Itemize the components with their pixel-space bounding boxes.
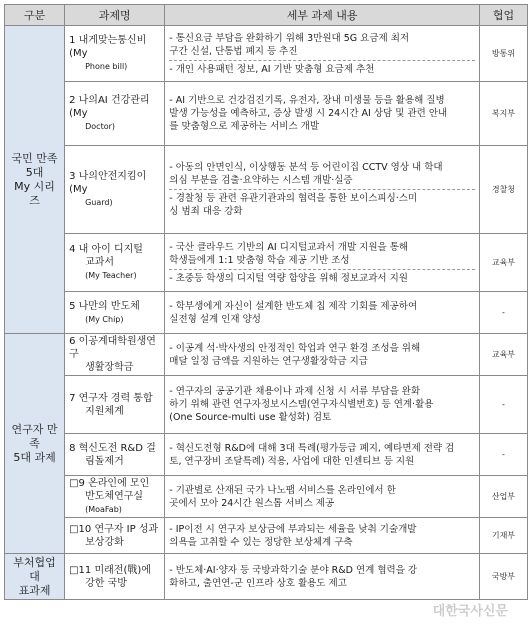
detail-divider [169,60,475,61]
task-name-line2: 림돌제거 [85,455,124,467]
detail-line: - 연구자의 공공기관 채용이나 과제 신청 시 서류 부담을 완화 [169,386,421,397]
task-name: 4 내 아이 디지털 [69,244,143,255]
detail-line: 학생들에게 1:1 맞춤형 학습 제공 기반 조성 [169,254,350,266]
task-table [4,4,528,600]
coop-cell: - [479,434,527,476]
detail-line: 화하고, 출연연-군 인프라 상호 활용도 제고 [169,577,347,589]
detail-line: (One Source-multi use 활성화) 검토 [169,412,332,423]
task-name-line2: 지원체계 [85,405,124,417]
category-label-line: 즈 [29,193,40,207]
category-label-line: 족 [29,436,40,450]
task-detail-cell [165,434,480,476]
coop-cell: 국방부 [479,554,527,600]
table-row [5,554,528,600]
task-name-cell [65,146,165,234]
table-row [5,476,528,518]
detail-line: - 혁신도전형 R&D에 대해 3대 특례(평가등급 폐지, 예타면제 전략 검 [169,442,455,454]
coop-cell: 기재부 [479,518,527,554]
task-name-cell [65,234,165,292]
detail-line: 토, 연구장비 조달특례) 적용, 사업에 대한 인센티브 등 지원 [169,455,415,467]
task-detail-cell [165,26,480,82]
task-name: 2 나의AI 건강관리(My [69,95,150,119]
detail-divider [169,269,475,270]
header-category: 구분 [5,5,65,26]
coop-cell: 산업부 [479,476,527,518]
category-cell [5,334,65,554]
table-header-row [5,5,528,26]
task-detail-cell [165,476,480,518]
task-name: □10 연구자 IP 성과 [69,523,159,535]
task-name-cell [65,518,165,554]
table-row [5,334,528,376]
detail-line: 의심 부분을 검출·요약하는 시스템 개발·실증 [169,175,353,186]
detail-line: 싱 범죄 대응 강화 [169,206,243,217]
detail-line: 를 맞춤형으로 제공하는 서비스 개발 [169,121,320,132]
task-name-line2: 보상강화 [85,536,124,548]
task-name: □9 온라인에 모인 [69,478,150,489]
task-detail-cell [165,376,480,434]
detail-divider [169,189,475,190]
coop-cell: 교육부 [479,334,527,376]
task-name-cell [65,376,165,434]
detail-line: 매달 일정 금액을 지원하는 연구생활장학금 지급 [169,355,368,367]
category-label-line: 표과제 [18,583,51,597]
table-row [5,234,528,292]
detail-line: 하기 위해 관련 연구자정보시스템(연구자식별번호) 등 연계·활용 [169,399,434,410]
detail-line: 구간 신설, 단통법 폐지 등 추진 [169,45,298,57]
task-name: 1 내게맞는통신비(My [69,35,147,59]
detail-line: 실전형 설계 인재 양성 [169,313,261,325]
task-name-english: (MoaFab) [85,505,122,514]
table-row [5,518,528,554]
task-name: 8 혁신도전 R&D 걸 [69,442,156,454]
task-name-line2: 생활장학금 [85,362,134,373]
watermark: 대한국사신문 [432,604,508,619]
task-name-cell [65,434,165,476]
detail-line: - 통신요금 부담을 완화하기 위해 3만원대 5G 요금제 최저 [169,32,410,44]
category-label-line: 5대 [25,165,44,179]
detail-line: 발생 가능성을 예측하고, 증상 발생 시 24시간 AI 상담 및 관련 안내 [169,108,448,119]
table-row [5,146,528,234]
task-name-line2: 교과서 [85,257,115,268]
task-name-english: (My Chip) [85,314,124,324]
task-table-container [4,4,528,625]
task-detail-cell [165,518,480,554]
category-label-line: 연구자 만 [11,422,58,436]
task-name: 3 나의안전지킴이(My [69,171,147,195]
coop-cell: 교육부 [479,234,527,292]
header-detail: 세부 과제 내용 [165,5,480,26]
detail-line: - 아동의 안면인식, 이상행동 분석 등 어린이집 CCTV 영상 내 학대 [169,162,443,173]
coop-cell: 방통위 [479,26,527,82]
detail-line: - 초중등 학생의 디지털 역량 함양을 위해 정보교과서 지원 [169,272,408,284]
table-row [5,26,528,82]
detail-line: - 경찰청 등 관련 유관기관과의 협력을 통한 보이스피싱·스미 [169,193,418,204]
task-detail-cell [165,82,480,146]
coop-cell: 복지부 [479,82,527,146]
category-label-line: 5대 과제 [13,450,56,464]
table-row [5,82,528,146]
category-label-line: My 시리 [14,179,55,193]
header-coop: 협업 [479,5,527,26]
task-name-cell [65,292,165,334]
detail-line: 의욕을 고취할 수 있는 정당한 보상체계 구축 [169,536,353,548]
task-name-cell [65,476,165,518]
task-name: 6 이공계대학원생연구 [69,336,156,360]
detail-line: - 개인 사용패턴 정보, AI 기반 맞춤형 요금제 추천 [169,63,375,75]
detail-line: - AI 기반으로 건강검진기록, 유전자, 장내 미생물 등을 활용해 질병 [169,95,445,106]
task-name: □11 미래전(戰)에 [69,564,151,576]
task-name-english: Doctor) [85,122,116,131]
detail-line: - 국산 클라우드 기반의 AI 디지털교과서 개발 지원을 통해 [169,241,409,253]
coop-cell: - [479,376,527,434]
category-cell [5,554,65,600]
task-detail-cell [165,146,480,234]
detail-line: - 반도체·AI·양자 등 국방과학기술 분야 R&D 연계 협력을 강 [169,564,418,576]
task-name-english: (My Teacher) [85,271,137,280]
category-label-line: 부처협업대 [13,555,56,583]
task-name-cell [65,334,165,376]
task-name: 7 연구자 경력 통합 [69,392,153,404]
table-row [5,292,528,334]
task-name-cell [65,82,165,146]
task-detail-cell [165,554,480,600]
task-detail-cell [165,234,480,292]
table-row [5,376,528,434]
detail-line: - IP이전 시 연구자 보상금에 부과되는 세율을 낮춰 기술개발 [169,523,417,535]
detail-line: - 이공계 석·박사생의 안정적인 학업과 연구 환경 조성을 위해 [169,342,421,354]
header-task-name: 과제명 [65,5,165,26]
coop-cell: 경찰청 [479,146,527,234]
detail-line: - 학부생에게 자신이 설계한 반도체 칩 제작 기회를 제공하여 [169,300,418,312]
task-detail-cell [165,292,480,334]
category-label-line: 국민 만족 [11,151,58,165]
detail-line: 곳에서 모아 24시간 원스톱 서비스 제공 [169,497,335,509]
task-name-cell [65,554,165,600]
category-cell [5,26,65,334]
task-name-english: Guard) [85,198,113,207]
task-name-cell [65,26,165,82]
task-name-line2: 강한 국방 [85,577,127,589]
task-name-english: Phone bill) [85,62,128,71]
table-row [5,434,528,476]
task-detail-cell [165,334,480,376]
detail-line: - 기관별로 산재된 국가 나노팹 서비스를 온라인에서 한 [169,484,396,496]
task-name-line2: 반도체연구실 [85,491,144,502]
coop-cell: - [479,292,527,334]
task-name: 5 나만의 반도체 [69,300,140,312]
